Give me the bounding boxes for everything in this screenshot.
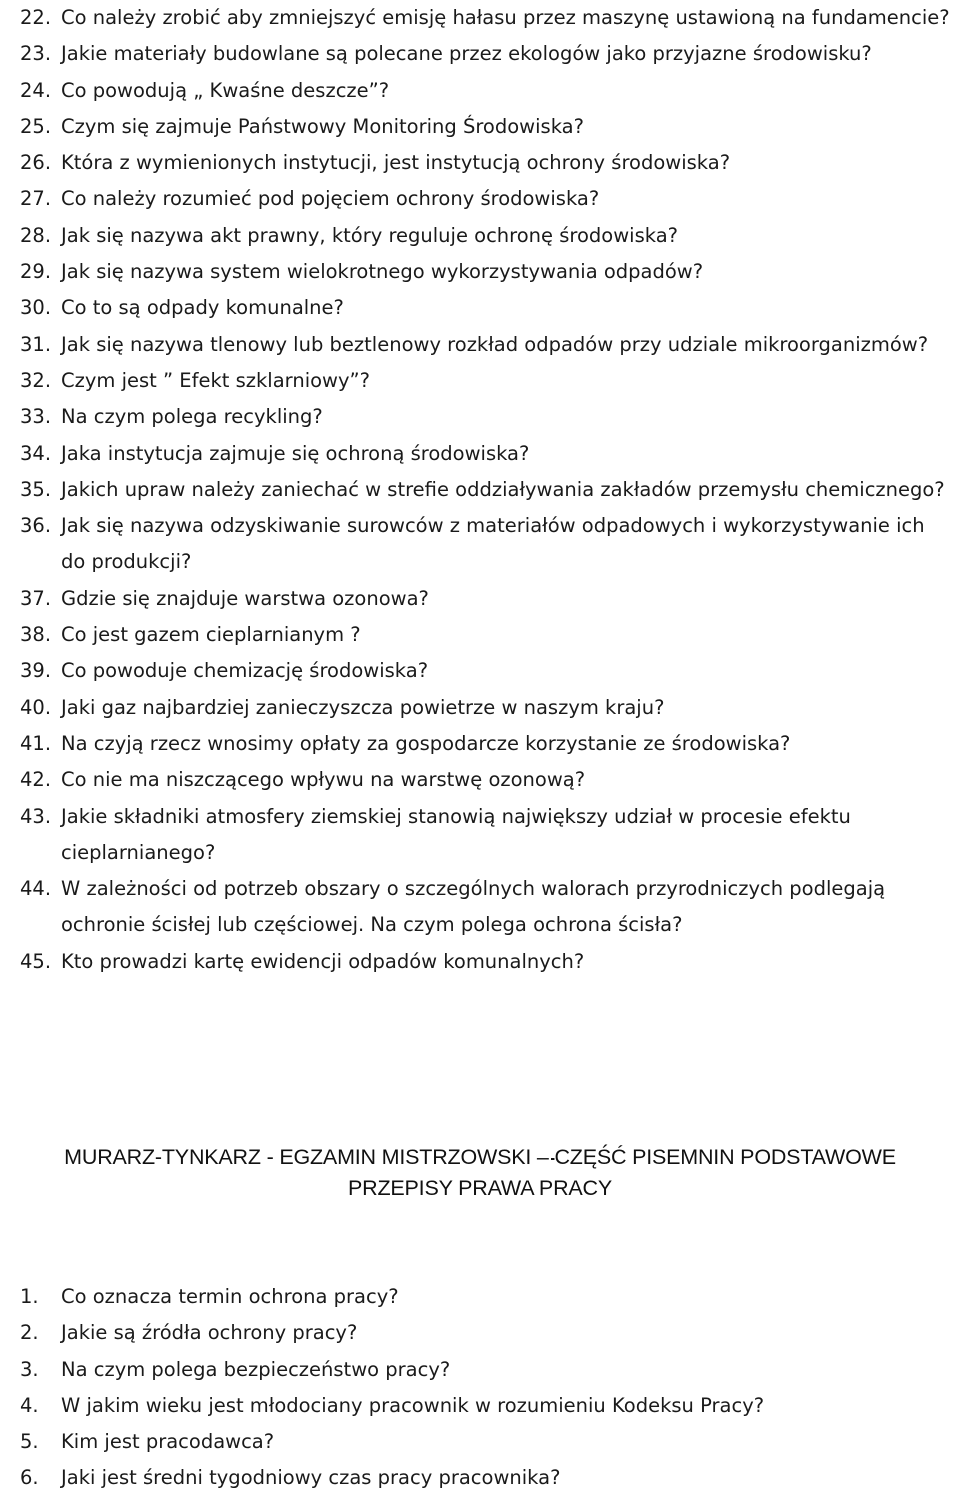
question-item — [0, 145, 951, 181]
question-number: 29. — [20, 260, 52, 284]
heading-dash: – — [536, 1145, 555, 1169]
question-text: Jakie materiały budowlane są polecane przez ekologów jako przyjazne środowisku? — [61, 42, 872, 66]
question-number: 34. — [20, 441, 52, 465]
question-item — [0, 327, 951, 363]
question-number: 3. — [20, 1357, 39, 1381]
question-text: Co jest gazem cieplarnianym ? — [61, 623, 361, 647]
question-number: 27. — [20, 187, 52, 211]
question-item — [0, 254, 951, 290]
section-heading: PRZEPISY PRAWA PRACY — [347, 1176, 613, 1200]
question-text: Co należy zrobić aby zmniejszyć emisję hałasu przez maszynę ustawioną na fundamencie? — [61, 6, 950, 29]
question-item — [0, 0, 951, 36]
question-text: Na czym polega recykling? — [61, 405, 323, 429]
question-item — [0, 617, 951, 653]
question-text: Która z wymienionych instytucji, jest instytucją ochrony środowiska? — [61, 151, 731, 175]
heading-text-start: MURARZ-TYNKARZ - EGZAMIN MISTRZOWSKI — [64, 1145, 537, 1169]
question-item — [0, 799, 951, 872]
question-number: 40. — [20, 695, 52, 719]
question-number: 1. — [20, 1285, 39, 1308]
question-number: 25. — [20, 114, 52, 138]
question-number: 42. — [20, 768, 52, 792]
question-number: 6. — [20, 1466, 39, 1490]
question-item — [0, 290, 951, 326]
question-item — [0, 436, 951, 472]
question-number: 32. — [20, 368, 52, 392]
question-item — [0, 1388, 951, 1424]
question-item — [0, 581, 951, 617]
question-number: 5. — [20, 1430, 39, 1454]
question-text: Jaki jest średni tygodniowy czas pracy pracownika? — [61, 1466, 561, 1490]
question-number: 38. — [20, 623, 52, 647]
question-text: Czym jest ” Efekt szklarniowy”? — [61, 368, 371, 392]
question-item — [0, 762, 951, 798]
question-item — [0, 690, 951, 726]
question-number: 22. — [20, 6, 52, 29]
question-number: 30. — [20, 296, 52, 320]
question-number: 31. — [20, 332, 52, 356]
question-number: 23. — [20, 42, 52, 66]
question-item — [0, 472, 951, 508]
question-text: Co oznacza termin ochrona pracy? — [61, 1285, 399, 1308]
question-number: 39. — [20, 659, 52, 683]
question-item — [0, 109, 951, 145]
question-number: 24. — [20, 78, 52, 102]
question-item — [0, 36, 951, 72]
question-item — [0, 944, 951, 980]
question-text: Co należy rozumieć pod pojęciem ochrony środowiska? — [61, 187, 600, 211]
question-text: Co powoduje chemizację środowiska? — [61, 659, 429, 683]
question-text: Czym się zajmuje Państwowy Monitoring Środowiska? — [61, 114, 584, 138]
question-item — [0, 1352, 951, 1388]
question-item — [0, 726, 951, 762]
question-number: 45. — [20, 949, 52, 973]
heading-text-end: CZĘŚĆ PISEMNIN PODSTAWOWE — [554, 1145, 896, 1169]
question-text: Jakich upraw należy zaniechać w strefie oddziaływania zakładów przemysłu chemicznego? — [61, 477, 945, 501]
question-number: 4. — [20, 1393, 39, 1417]
question-text: Jak się nazywa system wielokrotnego wykorzystywania odpadów? — [61, 260, 704, 284]
question-text: Co nie ma niszczącego wpływu na warstwę ozonową? — [61, 768, 586, 792]
question-item — [0, 871, 951, 944]
questions-list-part2 — [0, 1279, 951, 1497]
question-text: Jakie składniki atmosfery ziemskiej stanowią największy udział w procesie efektu cieplarnianego? — [61, 804, 851, 864]
question-item — [0, 363, 951, 399]
question-text: Co to są odpady komunalne? — [61, 296, 344, 320]
question-text: Jak się nazywa odzyskiwanie surowców z materiałów odpadowych i wykorzystywanie ich do produkcji? — [61, 514, 925, 574]
question-text: Gdzie się znajduje warstwa ozonowa? — [61, 586, 429, 610]
question-item — [0, 508, 951, 581]
question-number: 44. — [20, 877, 52, 901]
question-item — [0, 1424, 951, 1460]
question-item — [0, 181, 951, 217]
question-text: Jak się nazywa tlenowy lub beztlenowy rozkład odpadów przy udziale mikroorganizmów? — [61, 332, 929, 356]
question-number: 33. — [20, 405, 52, 429]
question-number: 26. — [20, 151, 52, 175]
question-number: 36. — [20, 514, 52, 538]
question-text: Kim jest pracodawca? — [61, 1430, 275, 1454]
question-number: 37. — [20, 586, 52, 610]
question-text: Kto prowadzi kartę ewidencji odpadów komunalnych? — [61, 949, 585, 973]
question-text: Jakie są źródła ochrony pracy? — [61, 1321, 358, 1345]
question-text: Na czym polega bezpieczeństwo pracy? — [61, 1357, 451, 1381]
question-item — [0, 218, 951, 254]
question-item — [0, 1460, 951, 1496]
question-item — [0, 73, 951, 109]
question-text: Jaka instytucja zajmuje się ochroną środowiska? — [61, 441, 530, 465]
question-text: Na czyją rzecz wnosimy opłaty za gospodarcze korzystanie ze środowiska? — [61, 731, 791, 755]
question-text: Jaki gaz najbardziej zanieczyszcza powietrze w naszym kraju? — [61, 695, 665, 719]
question-item — [0, 399, 951, 435]
question-number: 28. — [20, 223, 52, 247]
question-text: Co powodują „ Kwaśne deszcze”? — [61, 78, 390, 102]
question-text: W zależności od potrzeb obszary o szczególnych walorach przyrodniczych podlegają ochronie ścisłej lub częściowej. Na czym polega ochrona ścisła? — [61, 877, 886, 937]
question-item — [0, 1315, 951, 1351]
question-item — [0, 1279, 951, 1315]
question-number: 43. — [20, 804, 52, 828]
question-item — [0, 653, 951, 689]
question-text: Jak się nazywa akt prawny, który reguluje ochronę środowiska? — [61, 223, 679, 247]
question-text: W jakim wieku jest młodociany pracownik w rozumieniu Kodeksu Pracy? — [61, 1393, 765, 1417]
question-number: 35. — [20, 477, 52, 501]
question-number: 41. — [20, 731, 52, 755]
question-number: 2. — [20, 1321, 39, 1345]
exam-heading — [0, 1142, 960, 1173]
